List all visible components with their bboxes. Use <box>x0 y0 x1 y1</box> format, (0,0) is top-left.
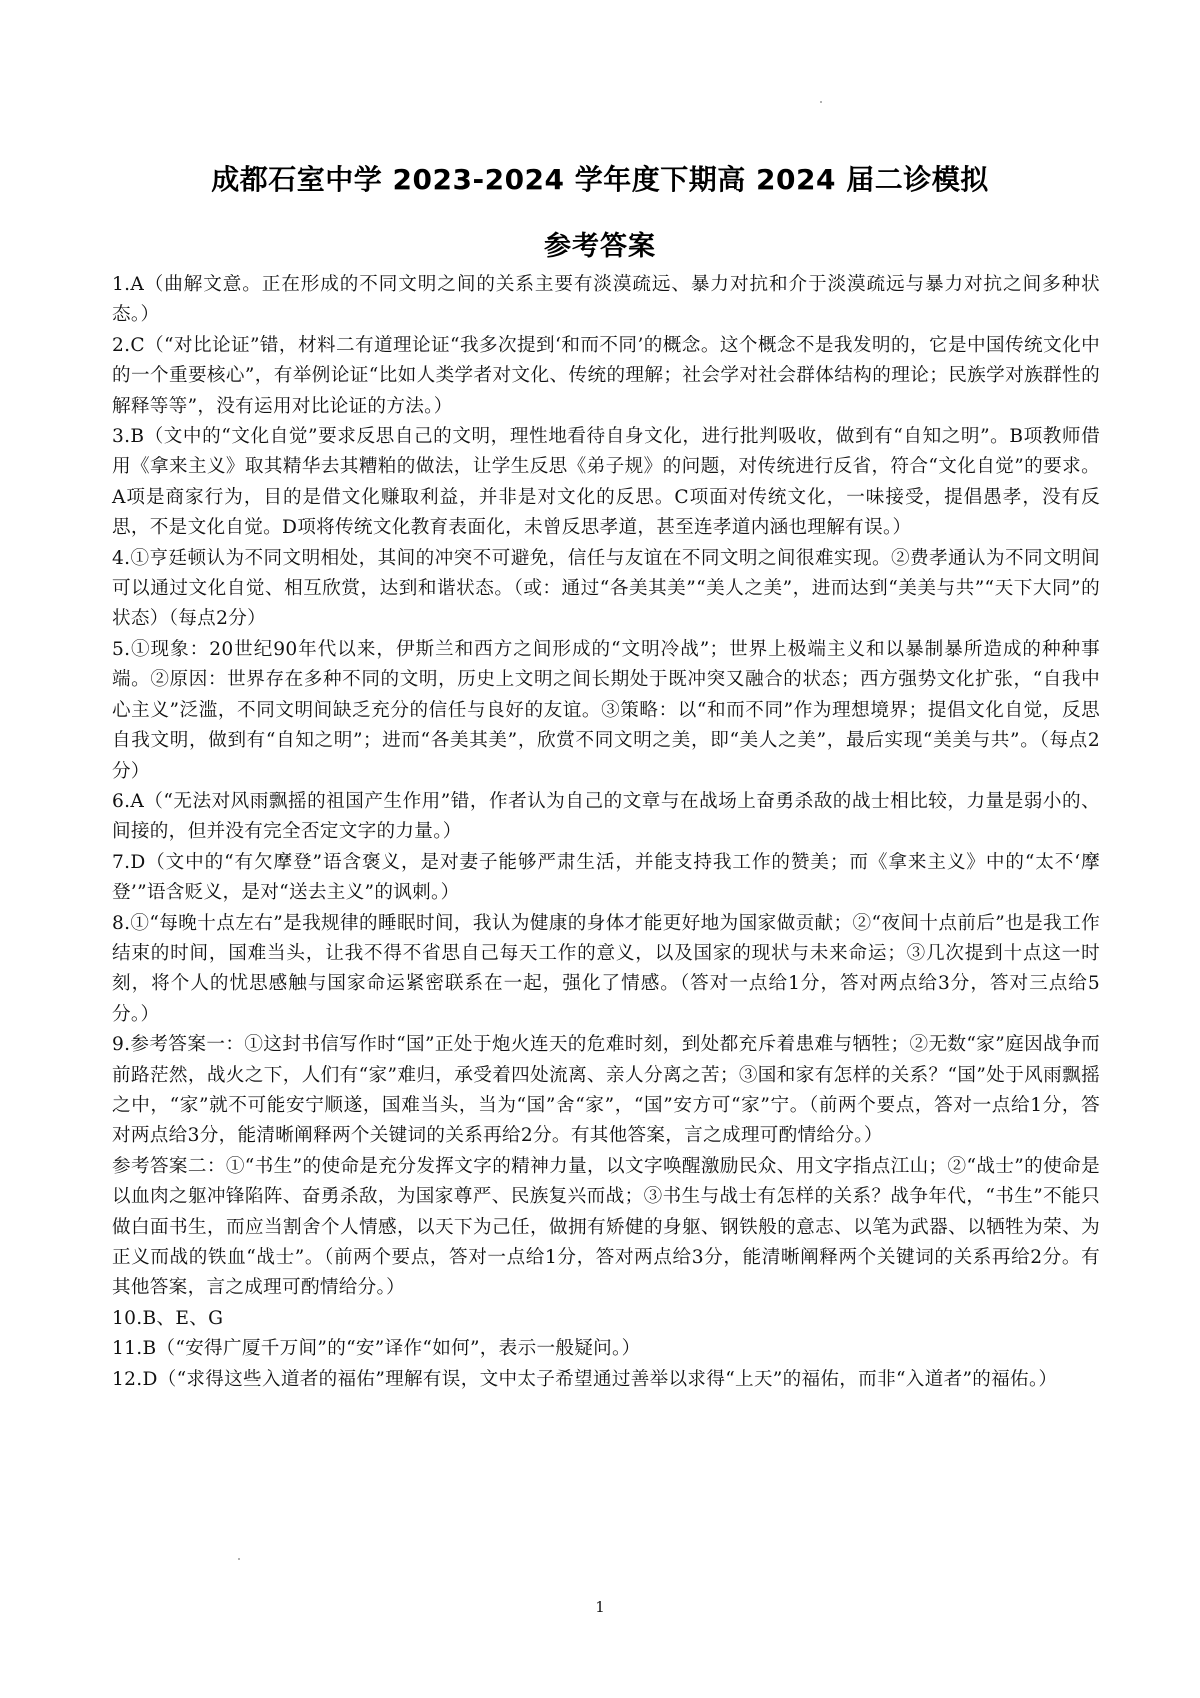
page-number: 1 <box>595 1598 605 1616</box>
answer-item-12: 12.D（“求得这些入道者的福佑”理解有误，文中太子希望通过善举以求得“上天”的福佑，而非“入道者”的福佑。） <box>112 1368 1058 1390</box>
document-title: 成都石室中学 2023-2024 学年度下期高 2024 届二诊模拟 <box>211 163 989 196</box>
answer-item-8: 8.①“每晚十点左右”是我规律的睡眠时间，我认为健康的身体才能更好地为国家做贡献；②“夜间十点前后”也是我工作结束的时间，国难当头，让我不得不省思自己每天工作的意义，以及国家的现状与未来命运；③几次提到十点这一时刻，将个人的忧思感触与国家命运紧密联系在一起，强化了情感。（答对一点给1分，答对两点给3分，答对三点给5分。） <box>112 912 1100 1025</box>
answer-item-10: 10.B、E、G <box>112 1307 224 1329</box>
answer-item-9b: 参考答案二：①“书生”的使命是充分发挥文字的精神力量，以文字唤醒激励民众、用文字指点江山；②“战士”的使命是以血肉之躯冲锋陷阵、奋勇杀敌，为国家尊严、民族复兴而战；③书生与战士有怎样的关系？战争年代，“书生”不能只做白面书生，而应当割舍个人情感，以天下为己任，做拥有矫健的身躯、钢铁般的意志、以笔为武器、以牺牲为荣、为正义而战的铁血“战士”。（前两个要点，答对一点给1分，答对两点给3分，能清晰阐释两个关键词的关系再给2分。有其他答案，言之成理可酌情给分。） <box>112 1155 1100 1299</box>
answer-item-6: 6.A（“无法对风雨飘摇的祖国产生作用”错，作者认为自己的文章与在战场上奋勇杀敌的战士相比较，力量是弱小的、间接的，但并没有完全否定文字的力量。） <box>112 790 1100 843</box>
answer-item-4: 4.①亨廷顿认为不同文明相处，其间的冲突不可避免，信任与友谊在不同文明之间很难实现。②费孝通认为不同文明间可以通过文化自觉、相互欣赏，达到和谐状态。（或：通过“各美其美”“美人之美”，进而达到“美美与共”“天下大同”的状态）（每点2分） <box>112 547 1100 630</box>
answer-item-11: 11.B（“安得广厦千万间”的“安”译作“如何”，表示一般疑问。） <box>112 1338 641 1360</box>
answer-item-1: 1.A（曲解文意。正在形成的不同文明之间的关系主要有淡漠疏远、暴力对抗和介于淡漠疏远与暴力对抗之间多种状态。） <box>112 274 1100 326</box>
answer-item-7: 7.D（文中的“有欠摩登”语含褒义，是对妻子能够严肃生活，并能支持我工作的赞美；而《拿来主义》中的“太不‘摩登’”语含贬义，是对“送去主义”的讽刺。） <box>112 851 1100 904</box>
answer-item-2: 2.C（“对比论证”错，材料二有道理论证“我多次提到‘和而不同’的概念。这个概念不是我发明的，它是中国传统文化中的一个重要核心”，有举例论证“比如人类学者对文化、传统的理解；社会学对社会群体结构的理论；民族学对族群性的解释等等”，没有运用对比论证的方法。） <box>112 334 1100 417</box>
scan-speck <box>820 101 822 103</box>
answer-item-9a: 9.参考答案一：①这封书信写作时“国”正处于炮火连天的危难时刻，到处都充斥着患难与牺牲；②无数“家”庭因战争而前路茫然，战火之下，人们有“家”难归，承受着四处流离、亲人分离之苦；③国和家有怎样的关系？“国”处于风雨飘摇之中，“家”就不可能安宁顺遂，国难当头，当为“国”舍“家”，“国”安方可“家”宁。（前两个要点，答对一点给1分，答对两点给3分，能清晰阐释两个关键词的关系再给2分。有其他答案，言之成理可酌情给分。） <box>112 1034 1100 1147</box>
answer-item-3: 3.B（文中的“文化自觉”要求反思自己的文明，理性地看待自身文化，进行批判吸收，做到有“自知之明”。B项教师借用《拿来主义》取其精华去其糟粕的做法，让学生反思《弟子规》的问题，对传统进行反省，符合“文化自觉”的要求。A项是商家行为，目的是借文化赚取利益，并非是对文化的反思。C项面对传统文化，一味接受，提倡愚孝，没有反思，不是文化自觉。D项将传统文化教育表面化，未曾反思孝道，甚至连孝道内涵也理解有误。） <box>112 426 1100 539</box>
answer-item-5: 5.①现象：20世纪90年代以来，伊斯兰和西方之间形成的“文明冷战”；世界上极端主义和以暴制暴所造成的种种事端。②原因：世界存在多种不同的文明，历史上文明之间长期处于既冲突又融合的状态；西方强势文化扩张，“自我中心主义”泛滥，不同文明间缺乏充分的信任与良好的友谊。③策略：以“和而不同”作为理想境界；提倡文化自觉，反思自我文明，做到有“自知之明”；进而“各美其美”，欣赏不同文明之美，即“美人之美”，最后实现“美美与共”。（每点2分） <box>112 638 1100 782</box>
document-subtitle: 参考答案 <box>544 231 656 262</box>
answer-list <box>112 270 1100 1395</box>
scan-speck <box>238 1558 240 1560</box>
